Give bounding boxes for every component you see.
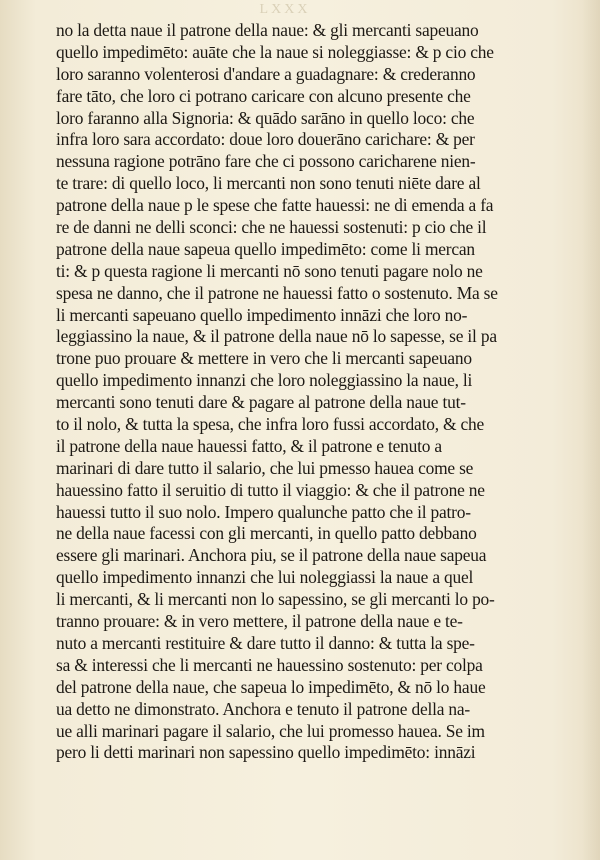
- text-line: il patrone della naue hauessi fatto, & il patrone e tenuto a: [56, 435, 442, 456]
- text-line: leggiassino la naue, & il patrone della naue nō lo sapesse, se il pa: [56, 326, 497, 347]
- text-line: no la detta naue il patrone della naue: & gli mercanti sapeuano: [56, 20, 479, 40]
- text-line: ua detto ne dimonstrato. Anchora e tenuto il patrone della na-: [56, 698, 471, 719]
- folio-number: LXXX: [259, 2, 311, 17]
- text-line: li mercanti sapeuano quello impedimento innāzi che loro no-: [56, 304, 468, 325]
- text-line: nuto a mercanti restituire & dare tutto il danno: & tutta la spe-: [56, 632, 475, 653]
- text-line: to il nolo, & tutta la spesa, che infra loro fussi accordato, & che: [56, 414, 484, 435]
- text-line: marinari di dare tutto il salario, che lui pmesso hauea come se: [56, 457, 474, 478]
- text-line: tranno prouare: & in vero mettere, il patrone della naue e te-: [56, 611, 463, 632]
- text-line: quello impedimento innanzi che loro noleggiassino la naue, li: [56, 370, 473, 391]
- page-edge-shadow: [582, 0, 600, 860]
- text-line: spesa ne danno, che il patrone ne hauessi fatto o sostenuto. Ma se: [56, 282, 498, 303]
- text-line: ti: & p questa ragione li mercanti nō sono tenuti pagare nolo ne: [56, 260, 483, 281]
- text-line: hauessino fatto il seruitio di tutto il viaggio: & che il patrone ne: [56, 479, 485, 500]
- text-line: quello impedimento innanzi che lui noleggiassi la naue a quel: [56, 567, 474, 588]
- text-line: loro faranno alla Signoria: & quādo sarāno in quello loco: che: [56, 107, 475, 128]
- text-line: ne della naue facessi con gli mercanti, in quello patto debbano: [56, 523, 477, 544]
- text-line: sa & interessi che li mercanti ne hauessino sostenuto: per colpa: [56, 654, 483, 675]
- text-line: re de danni ne delli sconci: che ne hauessi sostenuti: p cio che il: [56, 217, 487, 238]
- text-line: mercanti sono tenuti dare & pagare al patrone della naue tut-: [56, 392, 466, 413]
- text-line: del patrone della naue, che sapeua lo impedimēto, & nō lo haue: [56, 676, 486, 697]
- text-line: te trare: di quello loco, li mercanti non sono tenuti niēte dare al: [56, 173, 481, 194]
- text-line: quello impedimēto: auāte che la naue si noleggiasse: & p cio che: [56, 41, 494, 62]
- text-line: pero li detti marinari non sapessino quello impedimēto: innāzi: [56, 742, 476, 763]
- text-line: fare tāto, che loro ci potrano caricare con alcuno presente che: [56, 85, 471, 106]
- text-line: hauessi tutto il suo nolo. Impero qualunche patto che il patro-: [56, 501, 471, 522]
- text-line: nessuna ragione potrāno fare che ci possono caricharene nien-: [56, 151, 476, 172]
- text-line: patrone della naue p le spese che fatte hauessi: ne di emenda a fa: [56, 195, 494, 216]
- text-line: ue alli marinari pagare il salario, che lui promesso hauea. Se im: [56, 720, 485, 741]
- text-column: [56, 20, 578, 764]
- text-line: trone puo prouare & mettere in vero che li mercanti sapeuano: [56, 348, 472, 369]
- text-line: patrone della naue sapeua quello impedimēto: come li mercan: [56, 238, 475, 259]
- text-line: li mercanti, & li mercanti non lo sapessino, se gli mercanti lo po-: [56, 589, 495, 610]
- text-line: infra loro sara accordato: doue loro douerāno carichare: & per: [56, 129, 475, 150]
- text-line: essere gli marinari. Anchora piu, se il patrone della naue sapeua: [56, 545, 487, 566]
- text-line: loro saranno volenterosi d'andare a guadagnare: & crederanno: [56, 63, 476, 84]
